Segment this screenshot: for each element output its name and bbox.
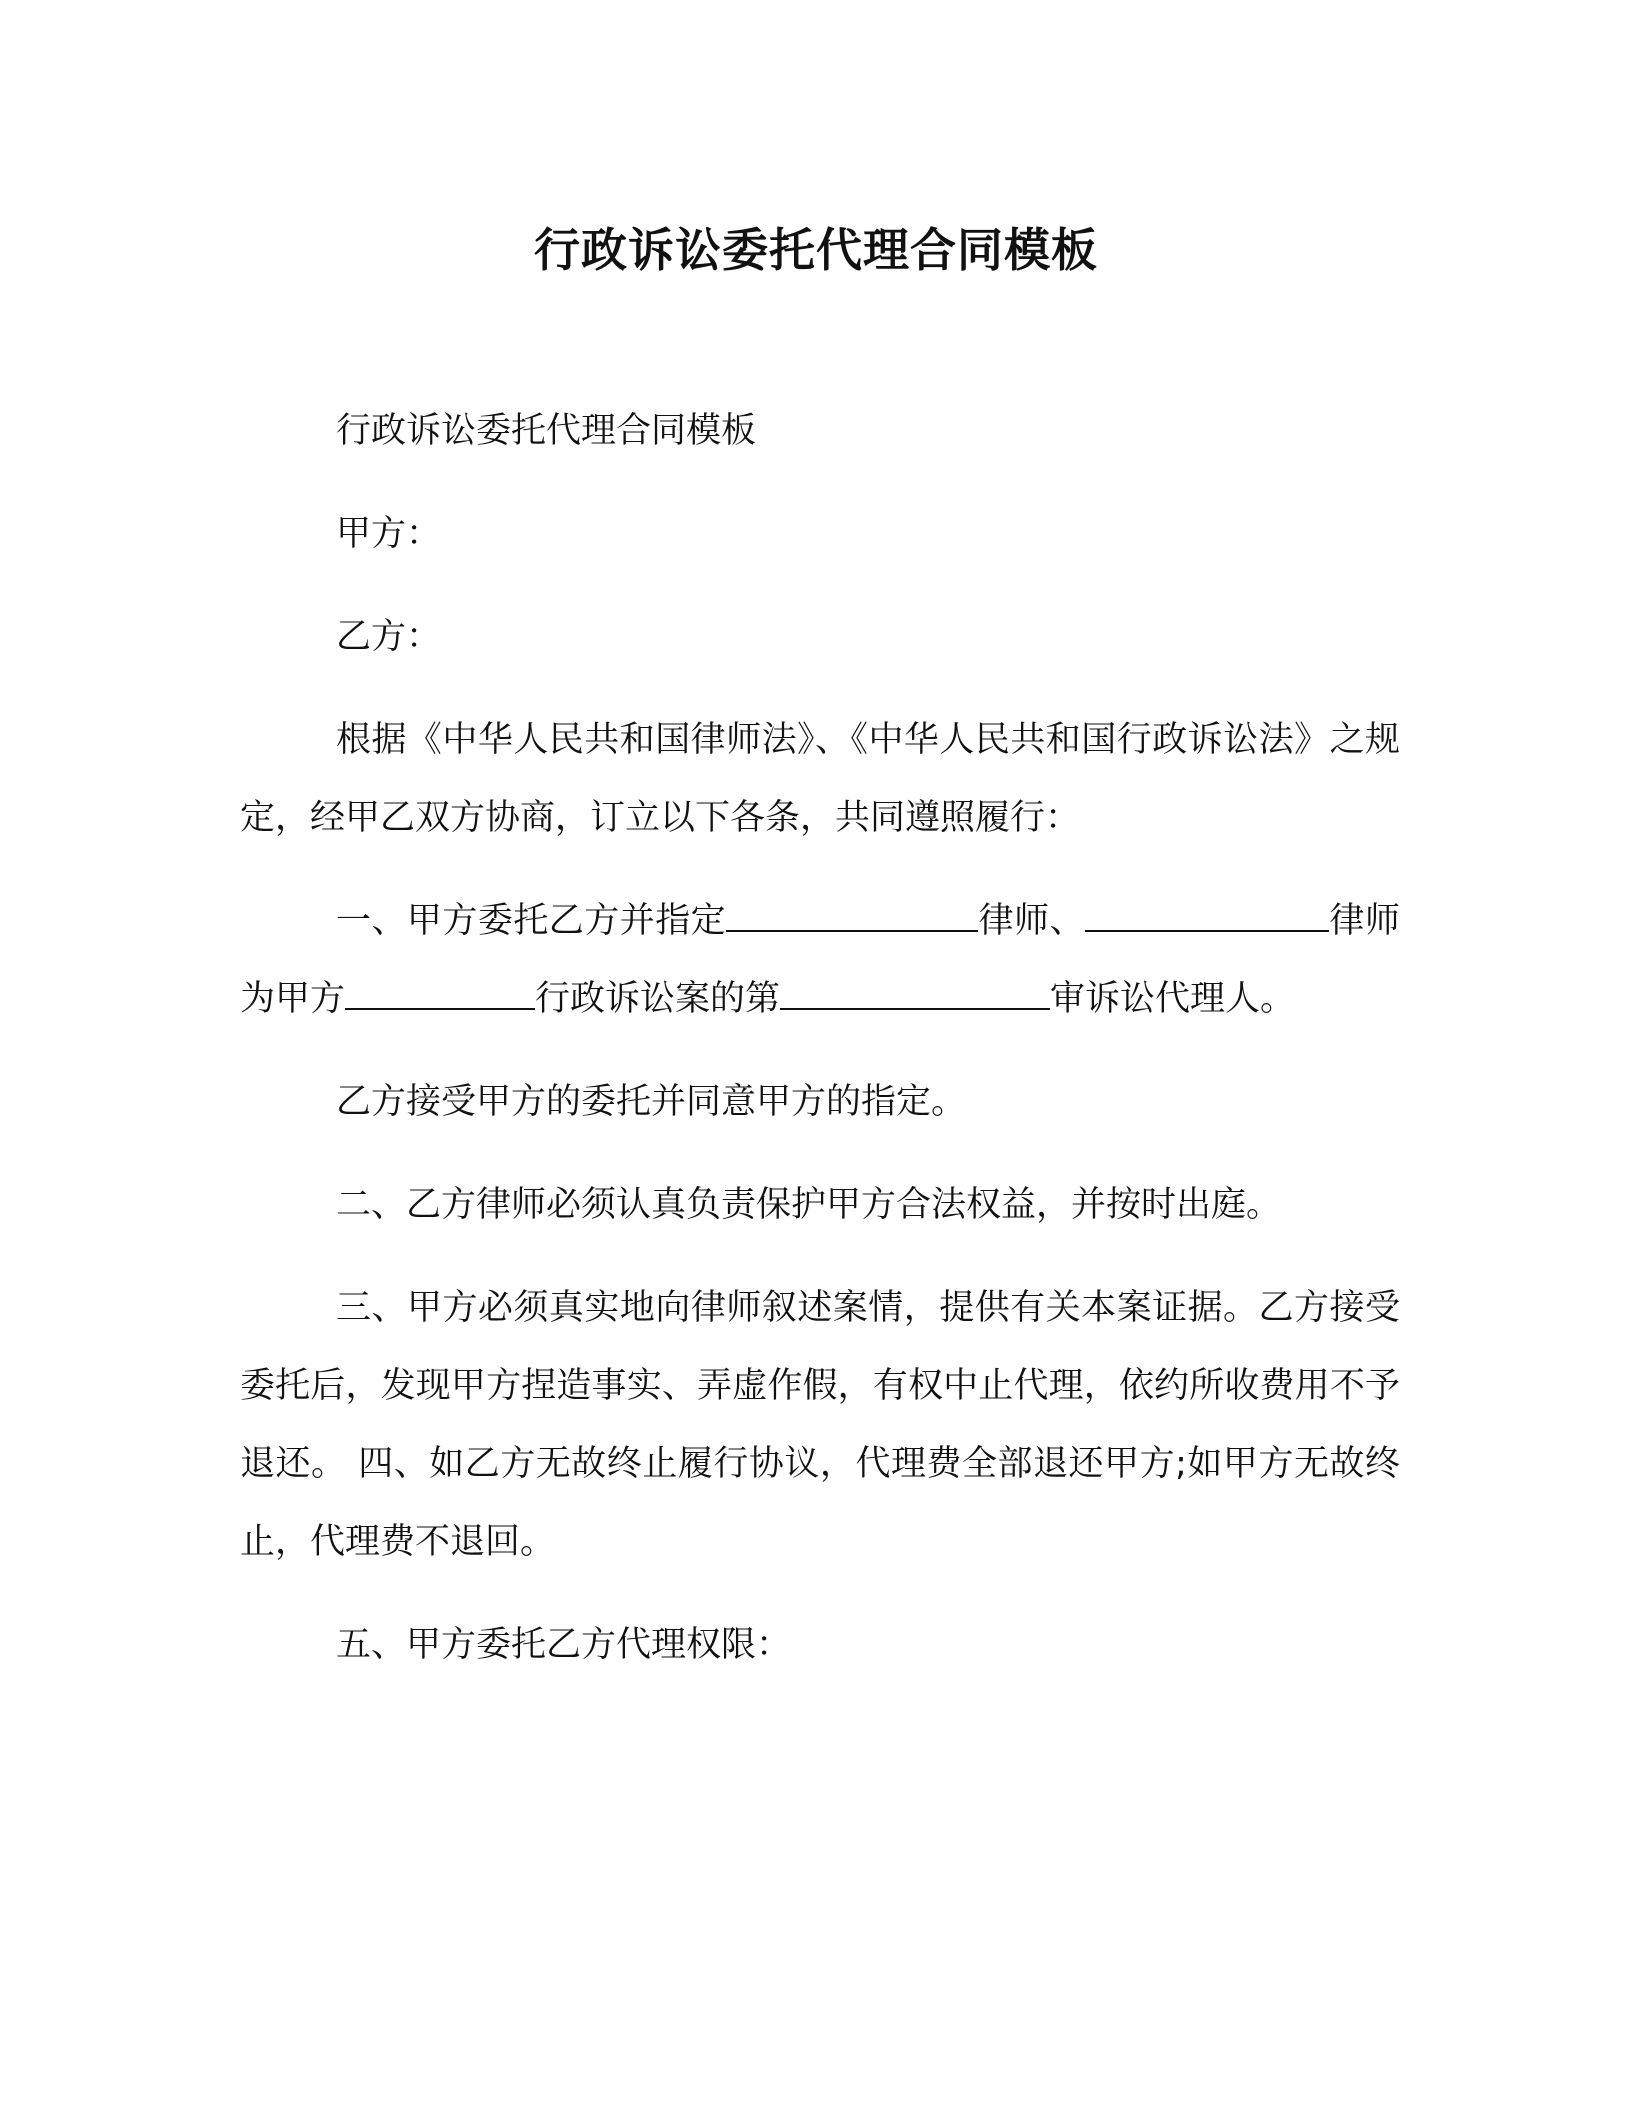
clause-2-paragraph: 二、乙方律师必须认真负责保护甲方合法权益，并按时出庭。 [336,1185,1282,1225]
document-subtitle: 行政诉讼委托代理合同模板 [336,411,757,451]
case-name-blank [345,978,535,1010]
lawyer-1-blank [726,900,978,932]
clause-5-paragraph: 五、甲方委托乙方代理权限： [336,1625,792,1665]
clause-3-4-paragraph: 三、甲方必须真实地向律师叙述案情，提供有关本案证据。乙方接受委托后，发现甲方捏造事实、弄虚作假，有权中止代理，依约所收费用不予退还。 四、如乙方无故终止履行协议，代理费全部退还甲方;如甲方无故终止，代理费不退回。 [240,1288,1400,1562]
clause-1-text-2: 律师、 [978,901,1086,941]
clause-1-paragraph [240,882,1400,1038]
party-b-line: 乙方： [336,617,442,657]
clause-1-text-1: 一、甲方委托乙方并指定 [336,901,727,941]
clause-1-text-4: 行政诉讼案的第 [535,979,781,1019]
trial-level-blank [780,978,1050,1010]
preamble-paragraph: 根据《中华人民共和国律师法》、《中华人民共和国行政诉讼法》之规定，经甲乙双方协商，订立以下各条，共同遵照履行： [240,720,1400,838]
clause-1-text-3: 律师为甲方 [240,901,1400,1019]
acceptance-paragraph: 乙方接受甲方的委托并同意甲方的指定。 [336,1082,967,1122]
document-body [240,392,1400,1709]
document-title: 行政诉讼委托代理合同模板 [534,223,1098,277]
clause-1-text-5: 审诉讼代理人。 [1050,979,1296,1019]
party-a-line: 甲方： [336,514,442,554]
lawyer-2-blank [1085,900,1329,932]
